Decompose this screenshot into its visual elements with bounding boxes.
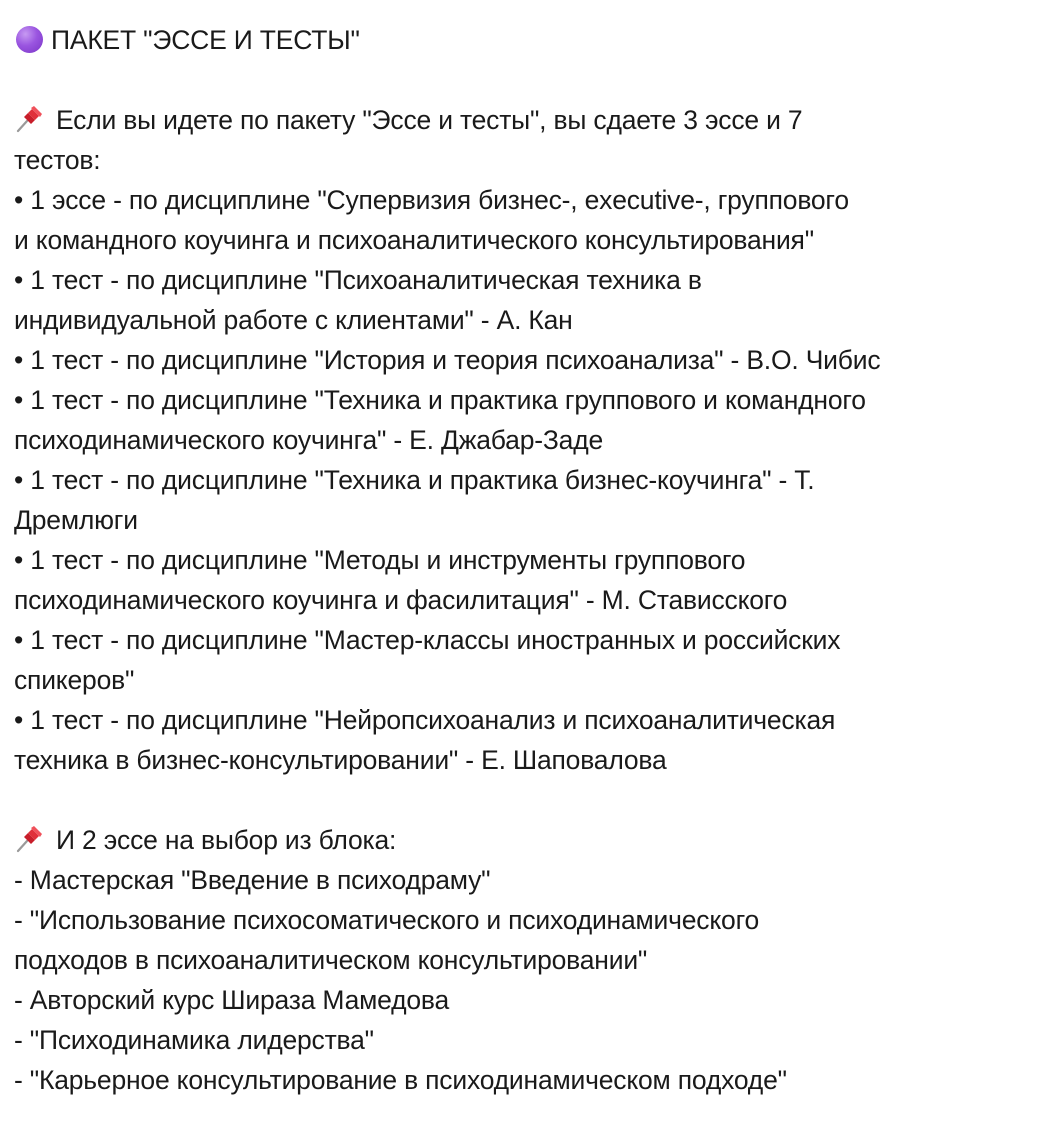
discipline-item <box>14 340 1040 380</box>
discipline-item-line: Дремлюги <box>14 505 138 535</box>
essay-option-line: подходов в психоаналитическом консультировании" <box>14 945 648 975</box>
package-title-line <box>14 20 1040 60</box>
intro-text-1: Если вы идете по пакету "Эссе и тесты", вы сдаете 3 эссе и 7 <box>56 105 803 135</box>
pushpin-icon <box>14 822 46 854</box>
spacer <box>14 60 1040 100</box>
discipline-item-line: • 1 тест - по дисциплине "Методы и инструменты группового <box>14 545 746 575</box>
discipline-item <box>14 700 1040 780</box>
disciplines-list <box>14 180 1040 780</box>
essay-option <box>14 1060 1040 1100</box>
intro-line-1 <box>14 100 1040 140</box>
essay-option <box>14 1020 1040 1060</box>
essay-option <box>14 980 1040 1020</box>
discipline-item-line: психодинамического коучинга и фасилитация" - М. Стависского <box>14 585 788 615</box>
discipline-item-line: • 1 тест - по дисциплине "Техника и практика группового и командного <box>14 385 866 415</box>
discipline-item <box>14 260 1040 340</box>
pushpin-icon <box>14 102 46 134</box>
choice-heading-line <box>14 820 1040 860</box>
essay-option-line: - "Карьерное консультирование в психодинамическом подходе" <box>14 1065 787 1095</box>
spacer <box>14 780 1040 820</box>
discipline-item-line: • 1 тест - по дисциплине "Нейропсихоанализ и психоаналитическая <box>14 705 836 735</box>
discipline-item <box>14 460 1040 540</box>
discipline-item <box>14 620 1040 700</box>
essay-option <box>14 860 1040 900</box>
discipline-item-line: • 1 тест - по дисциплине "Психоаналитическая техника в <box>14 265 702 295</box>
message-body <box>14 20 1040 1100</box>
discipline-item <box>14 380 1040 460</box>
package-title: ПАКЕТ "ЭССЕ И ТЕСТЫ" <box>51 25 360 55</box>
discipline-item-line: • 1 тест - по дисциплине "Мастер-классы иностранных и российских <box>14 625 841 655</box>
discipline-item-line: психодинамического коучинга" - Е. Джабар-Заде <box>14 425 604 455</box>
discipline-item-line: и командного коучинга и психоаналитического консультирования" <box>14 225 814 255</box>
discipline-item-line: индивидуальной работе с клиентами" - А. Кан <box>14 305 573 335</box>
discipline-item-line: • 1 эссе - по дисциплине "Супервизия бизнес-, executive-, группового <box>14 185 849 215</box>
discipline-item-line: • 1 тест - по дисциплине "История и теория психоанализа" - В.О. Чибис <box>14 345 881 375</box>
discipline-item <box>14 540 1040 620</box>
essay-option-line: - "Использование психосоматического и психодинамического <box>14 905 759 935</box>
choice-heading: И 2 эссе на выбор из блока: <box>56 825 397 855</box>
purple-circle-icon <box>16 26 43 53</box>
essay-option-line: - Авторский курс Шираза Мамедова <box>14 985 450 1015</box>
discipline-item-line: техника в бизнес-консультировании" - Е. Шаповалова <box>14 745 667 775</box>
discipline-item <box>14 180 1040 260</box>
essay-option-line: - Мастерская "Введение в психодраму" <box>14 865 491 895</box>
essay-option <box>14 900 1040 980</box>
intro-text-2: тестов: <box>14 145 101 175</box>
discipline-item-line: • 1 тест - по дисциплине "Техника и практика бизнес-коучинга" - Т. <box>14 465 815 495</box>
essay-choice-list <box>14 860 1040 1100</box>
intro-line-2 <box>14 140 1040 180</box>
essay-option-line: - "Психодинамика лидерства" <box>14 1025 374 1055</box>
discipline-item-line: спикеров" <box>14 665 135 695</box>
